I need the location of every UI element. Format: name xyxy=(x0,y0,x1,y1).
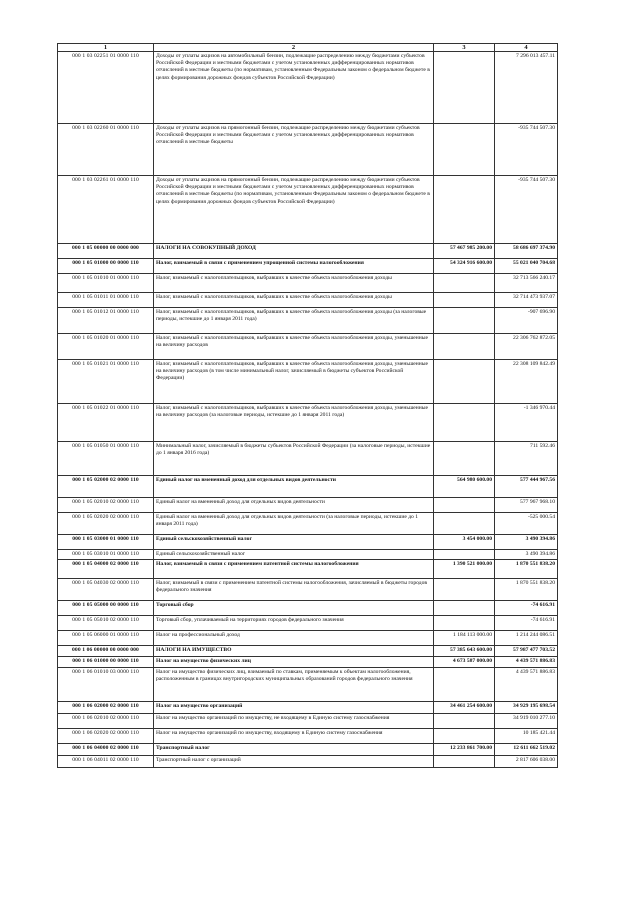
fact-amount-cell: 2 817 606 038.00 xyxy=(495,756,558,768)
table-row xyxy=(58,579,558,601)
plan-amount-cell xyxy=(434,729,495,744)
code-cell: 000 1 05 03010 01 0000 110 xyxy=(58,550,154,560)
fact-amount-cell: 577 967 968.10 xyxy=(495,498,558,513)
code-cell: 000 1 05 06000 01 0000 110 xyxy=(58,631,154,646)
code-cell: 000 1 05 04030 02 0000 110 xyxy=(58,579,154,601)
name-cell: Налог на имущество физических лиц, взимаемый по ставкам, применяемым к объектам налогообложения, расположенным в границах внутригородских муниципальных образований городов федерального значения xyxy=(154,668,434,702)
name-cell: Налог, взимаемый в связи с применением патентной системы налогообложения xyxy=(154,560,434,579)
fact-amount-cell: 3 490 394.86 xyxy=(495,535,558,550)
code-cell: 000 1 05 02020 02 0000 110 xyxy=(58,513,154,535)
name-cell: Налог, взимаемый в связи с применением патентной системы налогообложения, зачисляемый в бюджеты городов федерального значения xyxy=(154,579,434,601)
fact-amount-cell: -525 000.54 xyxy=(495,513,558,535)
table-row xyxy=(58,404,558,442)
table-row xyxy=(58,476,558,498)
code-cell: 000 1 03 02261 01 0000 110 xyxy=(58,176,154,244)
fact-amount-cell: 1 870 551 838.20 xyxy=(495,579,558,601)
fact-amount-cell: 711 592.46 xyxy=(495,442,558,476)
plan-amount-cell xyxy=(434,360,495,404)
plan-amount-cell xyxy=(434,52,495,124)
plan-amount-cell: 3 454 000.00 xyxy=(434,535,495,550)
code-cell: 000 1 03 02260 01 0000 110 xyxy=(58,124,154,176)
code-cell: 000 1 05 01020 01 0000 110 xyxy=(58,334,154,360)
fact-amount-cell: 34 929 195 698.54 xyxy=(495,702,558,714)
table-row xyxy=(58,124,558,176)
code-cell: 000 1 05 01000 00 0000 110 xyxy=(58,259,154,274)
name-cell: Налог, взимаемый с налогоплательщиков, выбравших в качестве объекта налогообложения доходы xyxy=(154,274,434,293)
name-cell: Налог, взимаемый с налогоплательщиков, выбравших в качестве объекта налогообложения доходы, уменьшенные на величину расходов (за налоговые периоды, истекшие до 1 января 2011 года) xyxy=(154,404,434,442)
plan-amount-cell: 57 467 985 200.00 xyxy=(434,244,495,259)
fact-amount-cell: 58 686 697 374.90 xyxy=(495,244,558,259)
table-row xyxy=(58,535,558,550)
budget-table-sheet xyxy=(57,43,557,768)
code-cell: 000 1 06 02010 02 0000 110 xyxy=(58,714,154,729)
code-cell: 000 1 06 01010 03 0000 110 xyxy=(58,668,154,702)
fact-amount-cell: -74 616.91 xyxy=(495,601,558,616)
name-cell: Торговый сбор, уплачиваемый на территориях городов федерального значения xyxy=(154,616,434,631)
code-cell: 000 1 05 01022 01 0000 110 xyxy=(58,404,154,442)
table-row xyxy=(58,631,558,646)
name-cell: Единый сельскохозяйственный налог xyxy=(154,535,434,550)
name-cell: Налог на имущество организаций xyxy=(154,702,434,714)
name-cell: НАЛОГИ НА СОВОКУПНЫЙ ДОХОД xyxy=(154,244,434,259)
code-cell: 000 1 05 01011 01 0000 110 xyxy=(58,293,154,308)
plan-amount-cell xyxy=(434,550,495,560)
fact-amount-cell: 1 214 244 086.51 xyxy=(495,631,558,646)
name-cell: Единый налог на вмененный доход для отдельных видов деятельности xyxy=(154,476,434,498)
table-row xyxy=(58,550,558,560)
fact-amount-cell: -907 696.90 xyxy=(495,308,558,334)
plan-amount-cell xyxy=(434,668,495,702)
name-cell: Доходы от уплаты акцизов на прямогонный бензин, подлежащие распределению между бюджетами субъектов Российской Федерации и местными бюджетами с учетом установленных дифференцированных нормативов отчислений в местные бюджеты (по нормативам, установленным Федеральным законом о федеральном бюджете в целях формирования дорожных фондов субъектов Российской Федерации) xyxy=(154,176,434,244)
fact-amount-cell: 32 713 566 240.17 xyxy=(495,274,558,293)
fact-amount-cell: 4 439 571 886.83 xyxy=(495,668,558,702)
table-row xyxy=(58,244,558,259)
code-cell: 000 1 05 05000 00 0000 110 xyxy=(58,601,154,616)
name-cell: Транспортный налог с организаций xyxy=(154,756,434,768)
table-row xyxy=(58,616,558,631)
code-cell: 000 1 06 00000 00 0000 000 xyxy=(58,646,154,657)
plan-amount-cell: 4 673 587 000.00 xyxy=(434,657,495,668)
table-row xyxy=(58,646,558,657)
fact-amount-cell: 57 987 477 703.52 xyxy=(495,646,558,657)
fact-amount-cell: 3 490 394.86 xyxy=(495,550,558,560)
table-row xyxy=(58,334,558,360)
plan-amount-cell: 1 390 521 000.00 xyxy=(434,560,495,579)
code-cell: 000 1 05 00000 00 0000 000 xyxy=(58,244,154,259)
plan-amount-cell: 57 385 643 600.00 xyxy=(434,646,495,657)
plan-amount-cell: 1 184 113 000.00 xyxy=(434,631,495,646)
fact-amount-cell: -935 744 507.30 xyxy=(495,176,558,244)
code-cell: 000 1 05 05010 02 0000 110 xyxy=(58,616,154,631)
plan-amount-cell xyxy=(434,714,495,729)
name-cell: Налог на имущество организаций по имуществу, не входящему в Единую систему газоснабжения xyxy=(154,714,434,729)
fact-amount-cell: -935 744 507.30 xyxy=(495,124,558,176)
plan-amount-cell xyxy=(434,308,495,334)
revenue-table-body xyxy=(58,44,558,768)
code-cell: 000 1 06 02020 02 0000 110 xyxy=(58,729,154,744)
table-row xyxy=(58,442,558,476)
fact-amount-cell: -1 346 970.44 xyxy=(495,404,558,442)
plan-amount-cell xyxy=(434,404,495,442)
plan-amount-cell: 54 324 916 600.00 xyxy=(434,259,495,274)
fact-amount-cell: 1 870 551 838.20 xyxy=(495,560,558,579)
column-number-header xyxy=(58,44,558,52)
fact-amount-cell: -74 616.91 xyxy=(495,616,558,631)
name-cell: Единый сельскохозяйственный налог xyxy=(154,550,434,560)
fact-amount-cell: 4 439 571 886.83 xyxy=(495,657,558,668)
fact-amount-cell: 577 444 967.56 xyxy=(495,476,558,498)
header-col-3: 3 xyxy=(434,44,495,52)
plan-amount-cell xyxy=(434,579,495,601)
table-row xyxy=(58,308,558,334)
code-cell: 000 1 05 01021 01 0000 110 xyxy=(58,360,154,404)
table-row xyxy=(58,729,558,744)
name-cell: Налог на имущество организаций по имуществу, входящему в Единую систему газоснабжения xyxy=(154,729,434,744)
header-col-1: 1 xyxy=(58,44,154,52)
plan-amount-cell xyxy=(434,498,495,513)
table-row xyxy=(58,513,558,535)
code-cell: 000 1 06 01000 00 0000 110 xyxy=(58,657,154,668)
name-cell: Доходы от уплаты акцизов на автомобильный бензин, подлежащие распределению между бюджетами субъектов Российской Федерации и местными бюджетами с учетом установленных дифференцированных нормативов отчислений в местные бюджеты (по нормативам, установленным Федеральным законом о федеральном бюджете в целях формирования дорожных фондов субъектов Российской Федерации) xyxy=(154,52,434,124)
fact-amount-cell: 12 611 662 519.02 xyxy=(495,744,558,756)
code-cell: 000 1 05 04000 02 0000 110 xyxy=(58,560,154,579)
code-cell: 000 1 06 04011 02 0000 110 xyxy=(58,756,154,768)
table-row xyxy=(58,601,558,616)
name-cell: Торговый сбор xyxy=(154,601,434,616)
code-cell: 000 1 05 02000 02 0000 110 xyxy=(58,476,154,498)
plan-amount-cell xyxy=(434,442,495,476)
table-row xyxy=(58,560,558,579)
plan-amount-cell xyxy=(434,616,495,631)
name-cell: Минимальный налог, зачисляемый в бюджеты субъектов Российской Федерации (за налоговые периоды, истекшие до 1 января 2016 года) xyxy=(154,442,434,476)
table-row xyxy=(58,52,558,124)
fact-amount-cell: 55 021 040 704.68 xyxy=(495,259,558,274)
header-col-2: 2 xyxy=(154,44,434,52)
plan-amount-cell xyxy=(434,274,495,293)
fact-amount-cell: 22 306 762 872.05 xyxy=(495,334,558,360)
header-col-4: 4 xyxy=(495,44,558,52)
name-cell: НАЛОГИ НА ИМУЩЕСТВО xyxy=(154,646,434,657)
name-cell: Налог на профессиональный доход xyxy=(154,631,434,646)
plan-amount-cell: 564 980 600.00 xyxy=(434,476,495,498)
plan-amount-cell: 12 233 861 700.00 xyxy=(434,744,495,756)
plan-amount-cell xyxy=(434,601,495,616)
code-cell: 000 1 05 03000 01 0000 110 xyxy=(58,535,154,550)
plan-amount-cell xyxy=(434,334,495,360)
fact-amount-cell: 10 185 421.44 xyxy=(495,729,558,744)
fact-amount-cell: 32 714 473 937.07 xyxy=(495,293,558,308)
name-cell: Доходы от уплаты акцизов на прямогонный бензин, подлежащие распределению между бюджетами субъектов Российской Федерации и местными бюджетами с учетом установленных дифференцированных нормативов отчислений в местные бюджеты xyxy=(154,124,434,176)
plan-amount-cell xyxy=(434,513,495,535)
table-row xyxy=(58,756,558,768)
table-row xyxy=(58,668,558,702)
name-cell: Налог, взимаемый в связи с применением упрощенной системы налогообложения xyxy=(154,259,434,274)
code-cell: 000 1 05 01012 01 0000 110 xyxy=(58,308,154,334)
name-cell: Единый налог на вмененный доход для отдельных видов деятельности (за налоговые периоды, истекшие до 1 января 2011 года) xyxy=(154,513,434,535)
name-cell: Единый налог на вмененный доход для отдельных видов деятельности xyxy=(154,498,434,513)
fact-amount-cell: 22 308 109 842.49 xyxy=(495,360,558,404)
table-row xyxy=(58,498,558,513)
code-cell: 000 1 05 01010 01 0000 110 xyxy=(58,274,154,293)
code-cell: 000 1 05 02010 02 0000 110 xyxy=(58,498,154,513)
revenue-table xyxy=(57,43,558,768)
name-cell: Налог, взимаемый с налогоплательщиков, выбравших в качестве объекта налогообложения доходы, уменьшенные на величину расходов (в том числе минимальный налог, зачисляемый в бюджеты субъектов Российской Федерации) xyxy=(154,360,434,404)
code-cell: 000 1 05 01050 01 0000 110 xyxy=(58,442,154,476)
name-cell: Налог, взимаемый с налогоплательщиков, выбравших в качестве объекта налогообложения доходы, уменьшенные на величину расходов xyxy=(154,334,434,360)
table-row xyxy=(58,274,558,293)
plan-amount-cell xyxy=(434,124,495,176)
name-cell: Налог на имущество физических лиц xyxy=(154,657,434,668)
plan-amount-cell xyxy=(434,293,495,308)
fact-amount-cell: 7 296 013 457.11 xyxy=(495,52,558,124)
plan-amount-cell xyxy=(434,176,495,244)
fact-amount-cell: 34 919 010 277.10 xyxy=(495,714,558,729)
code-cell: 000 1 03 02251 01 0000 110 xyxy=(58,52,154,124)
table-row xyxy=(58,702,558,714)
plan-amount-cell: 34 461 254 600.00 xyxy=(434,702,495,714)
table-row xyxy=(58,360,558,404)
table-row xyxy=(58,657,558,668)
name-cell: Налог, взимаемый с налогоплательщиков, выбравших в качестве объекта налогообложения доходы xyxy=(154,293,434,308)
code-cell: 000 1 06 02000 02 0000 110 xyxy=(58,702,154,714)
table-row xyxy=(58,176,558,244)
table-row xyxy=(58,714,558,729)
table-row xyxy=(58,259,558,274)
name-cell: Транспортный налог xyxy=(154,744,434,756)
plan-amount-cell xyxy=(434,756,495,768)
name-cell: Налог, взимаемый с налогоплательщиков, выбравших в качестве объекта налогообложения доходы (за налоговые периоды, истекшие до 1 января 2011 года) xyxy=(154,308,434,334)
table-row xyxy=(58,293,558,308)
table-row xyxy=(58,744,558,756)
code-cell: 000 1 06 04000 02 0000 110 xyxy=(58,744,154,756)
